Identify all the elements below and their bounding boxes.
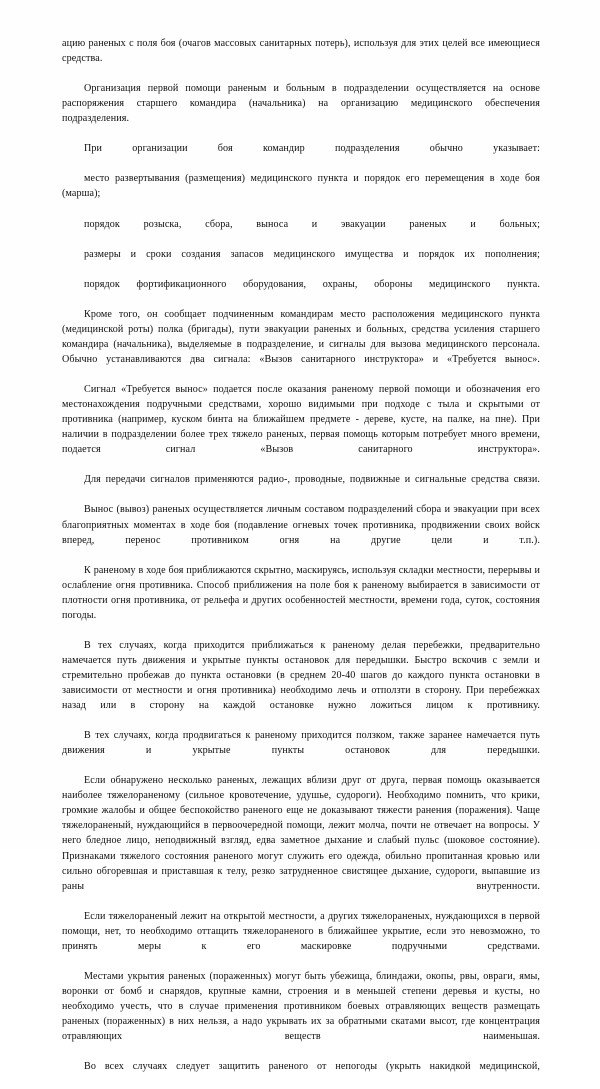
paragraph: К раненому в ходе боя приближаются скрытно, маскируясь, используя складки местности, перерывы и ослабление огня противника. Способ приближения на поле боя к раненому выбирается в зависимости от плотности огня противника, от рельефа и других особенностей местности, времени года, суток, состояния погоды. <box>62 564 540 621</box>
paragraph: В тех случаях, когда продвигаться к раненому приходится ползком, также заранее намечается путь движения и укрытые пункты остановок для передышки. <box>62 730 540 757</box>
paragraph: Если тяжелораненый лежит на открытой местности, а других тяжелораненых, нуждающихся в первой помощи, нет, то необходимо оттащить тяжелораненого в ближайшее укрытие, если это невозможно, то принять меры к его маскировке подручными средствами. <box>62 910 540 952</box>
paragraph: При организации боя командир подразделения обычно указывает: <box>84 143 540 155</box>
paragraph: Во всех случаях следует защитить раненого от непогоды (укрыть накидкой медицинской, <box>84 1061 540 1073</box>
paragraph: место развертывания (размещения) медицинского пункта и порядок его перемещения в ходе боя (марша); <box>62 173 540 200</box>
paragraph: Если обнаружено несколько раненых, лежащих вблизи друг от друга, первая помощь оказывается наиболее тяжелораненому (сильное кровотечение, удушье, судороги). Необходимо помнить, что крики, громкие жалобы и общее беспокойство раненого еще не доказывают тяжести ранения (поражения). Чаще тяжелораненый, нуждающийся в первоочередной помощи, лежит молча, почти не отвечает на вопросы. У него бледное лицо, неподвижный взгляд, едва заметное дыхание и слабый пульс (шоковое состояние). Признаками тяжелого состояния раненого могут служить его одежда, обильно пропитанная кровью или сильно обгоревшая и приставшая к телу, резко затрудненное свистящее дыхание, судороги, выпавшие из раны внутренности. <box>62 775 540 892</box>
paragraph: Организация первой помощи раненым и больным в подразделении осуществляется на основе распоряжения старшего командира (начальника) на организацию медицинского обеспечения подразделения. <box>62 83 540 125</box>
paragraph: Вынос (вывоз) раненых осуществляется личным составом подразделений сбора и эвакуации при всех благоприятных моментах в ходе боя (подавление огневых точек противника, продвижении своих войск вперед, перенос противником огня на другие цели и т.п.). <box>62 504 540 546</box>
paragraph: Сигнал «Требуется вынос» подается после оказания раненому первой помощи и обозначения его местонахождения подручными средствами, хорошо видимыми при подходе с тыла и скрытыми от противника (например, куском бинта на ближайшем предмете - дереве, кусте, на палке, на пне). При наличии в подразделении более трех тяжело раненых, первая помощь которым потребует много времени, подается сигнал «Вызов санитарного инструктора». <box>62 384 540 456</box>
paragraph: Местами укрытия раненых (пораженных) могут быть убежища, блиндажи, окопы, рвы, овраги, ямы, воронки от бомб и снарядов, крупные камни, строения и в меньшей степени деревья и кусты, но необходимо учесть, что в случае применения противником боевых отравляющих веществ размещать раненых (пораженных) в них нельзя, а надо укрывать их за обратными скатами высот, где концентрация отравляющих веществ наименьшая. <box>62 970 540 1043</box>
paragraph: Кроме того, он сообщает подчиненным командирам место расположения медицинского пункта (медицинской роты) полка (бригады), пути эвакуации раненых и больных, средства усиления старшего командира (начальника), выделяемые в подразделение, и сигналы для вызова медицинского персонала. Обычно устанавливаются два сигнала: «Вызов санитарного инструктора» и «Требуется вынос». <box>62 308 540 365</box>
paragraph: Для передачи сигналов применяются радио-, проводные, подвижные и сигнальные средства связи. <box>84 474 540 486</box>
paragraph: В тех случаях, когда приходится приближаться к раненому делая перебежки, предварительно намечается путь движения и укрытые пункты остановок для передышки. Быстро вскочив с земли и стремительно пробежав до пункта остановки (в среднем 20-40 шагов до каждого пункта остановки в зависимости от местности и огня противника) необходимо лечь и отползти в сторону. При перебежках назад или в сторону на каждой остановке нужно ложиться лицом к противнику. <box>62 639 540 712</box>
paragraph: размеры и сроки создания запасов медицинского имущества и порядок их пополнения; <box>84 248 540 260</box>
paragraph: ацию раненых с поля боя (очагов массовых санитарных потерь), используя для этих целей все имеющиеся средства. <box>62 38 540 65</box>
paragraph: порядок розыска, сбора, выноса и эвакуации раненых и больных; <box>84 218 540 230</box>
paragraph: порядок фортификационного оборудования, охраны, обороны медицинского пункта. <box>84 278 540 290</box>
document-text-body <box>62 36 540 1089</box>
